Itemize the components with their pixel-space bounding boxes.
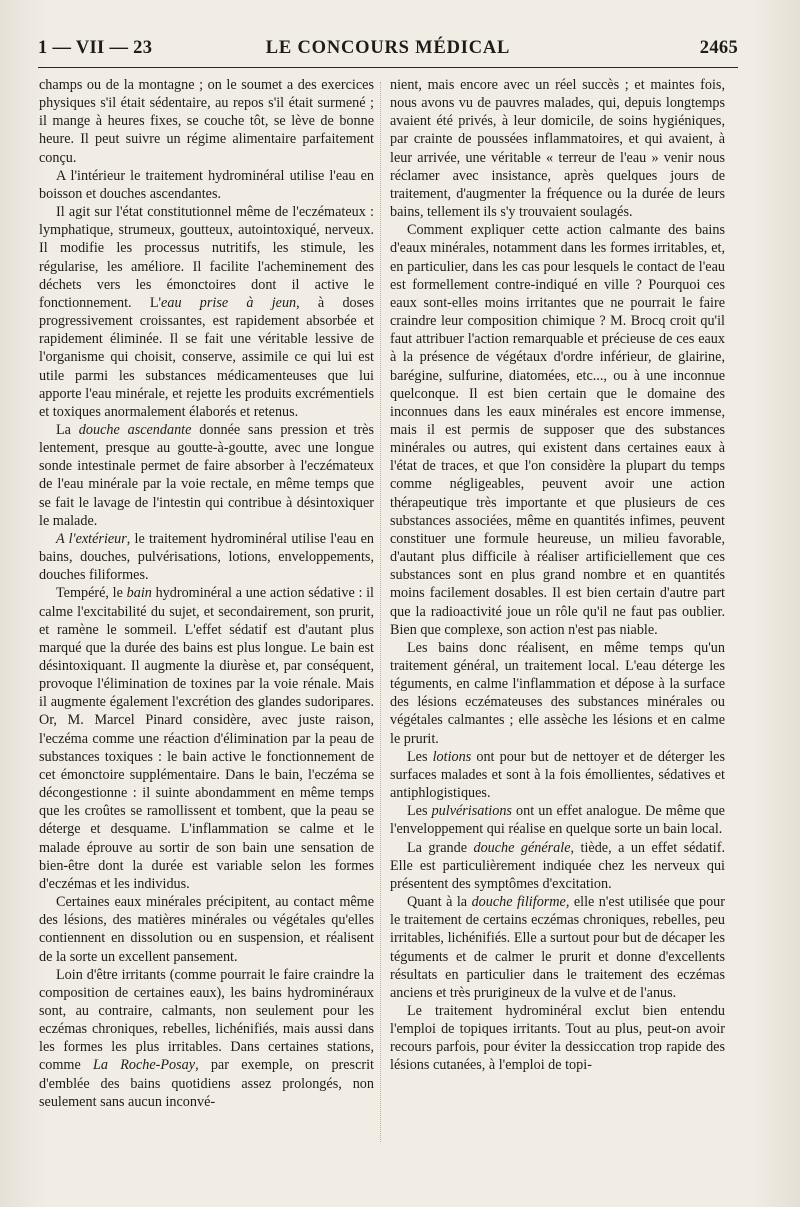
text-run: A l'intérieur le traitement hydrominéral utilise l'eau en boisson et douches ascendantes. xyxy=(39,167,374,202)
italic-term: A l'extérieur xyxy=(56,530,127,547)
text-run: Les bains donc réalisent, en même temps qu'un traitement général, un traitement local. L'eau déterge les téguments, en calme l'inflammation et dépose à la surface des lésions eczémateuses des substances minérales ou végétales calmantes ; elle assèche les lésions et en calme le prurit. xyxy=(390,639,725,747)
italic-term: douche filiforme xyxy=(471,894,566,911)
paragraph xyxy=(390,748,725,802)
text-run: hydrominéral a une action sédative : il calme l'excitabilité du sujet, et secondairement, son prurit, et ramène le sommeil. L'effet sédatif est d'autant plus marqué que la durée des bains est plus longue. Le bain est désintoxiquant. Il augmente la diurèse et, par conséquent, provoque l'élimination de toxines par la voie rénale. Mais il augmente également l'excrétion des glandes sudoripares. Or, M. Marcel Pinard considère, avec juste raison, l'eczéma comme une réaction d'élimination par la peau de substances toxiques : le bain active le fonctionnement de cet émonctoire supplémentaire. Dans le bain, l'eczéma se décongestionne : il suinte abondamment en même temps que les croûtes se ramollissent et tombent, que la peau se déterge et desquame. L'inflammation se calme et le malade éprouve au sortir de son bain une sensation de bien-être dont la durée est variable selon les formes d'eczémas et les individus. xyxy=(39,585,374,892)
paragraph xyxy=(39,966,374,1111)
paragraph xyxy=(39,421,374,530)
text-run: champs ou de la montagne ; on le soumet a des exercices physiques s'il était sédentaire, au repos s'il était surmené ; il mange à heures fixes, se couche tôt, se lève de bonne heure. Il peut suivre un régime alimentaire parfaitement conçu. xyxy=(39,77,374,166)
text-run: Les xyxy=(407,748,433,765)
text-run: donnée sans pression et très lentement, presque au goutte-à-goutte, avec une longue sonde intestinale permet de faire absorber à l'eczémateux de l'eau minérale par la voie rectale, en même temps que se fait le lavage de l'intestin qui contribue à désintoxiquer le malade. xyxy=(39,421,374,529)
text-run: , à doses progressivement croissantes, est rapidement absorbée et rapidement éliminée. Il se fait une véritable lessive de l'organisme qui choisit, conserve, assimile ce qui lui est utile parmi les substances médicamenteuses que lui apporte l'eau minérale, et rejette les produits excrémentiels et toxiques anormalement élaborés et retenus. xyxy=(39,294,374,420)
italic-term: douche générale xyxy=(473,839,571,856)
paragraph xyxy=(39,584,374,893)
text-run: Loin d'être irritants (comme pourrait le faire craindre la composition de certaines eaux), les bains hydrominéraux sont, au contraire, calmants, non seulement pour les eczémas chroniques, rebelles, lichénifiés, mais aussi dans les formes les plus irritables. Dans certaines stations, comme xyxy=(39,966,374,1074)
paragraph xyxy=(390,221,725,639)
paragraph xyxy=(39,893,374,966)
text-run: nient, mais encore avec un réel succès ; et maintes fois, nous avons vu de pauvres malades, qui, depuis longtemps avaient été privés, à leur domicile, de soins hygiéniques, par crainte de poussées inflammatoires, et qui avaient, à leur arrivée, une véritable « terreur de l'eau » venir nous réclamer avec insistance, après quelques jours de traitement, d'augmenter la fréquence ou la durée de leurs bains, tellement ils s'y trouvaient soulagés. xyxy=(390,77,725,221)
paragraph xyxy=(390,1002,725,1075)
text-run: Il agit sur l'état constitutionnel même de l'eczémateux : lymphatique, strumeux, goutteux, autointoxiqué, nerveux. Il modifie les processus nutritifs, les stimule, les régularise, les améliore. Il facilite l'acheminement des déchets vers les émonctoires dont il active le fonctionnement. L' xyxy=(39,204,374,311)
paragraph xyxy=(390,893,725,1002)
paragraph xyxy=(39,203,374,421)
italic-term: pulvérisations xyxy=(431,803,512,820)
text-run: ont pour but de nettoyer et de déterger les surfaces malades et sont à la fois émollientes, sédatives et antiphlogistiques. xyxy=(390,748,725,802)
italic-term: La Roche-Posay xyxy=(93,1057,196,1074)
paragraph xyxy=(39,530,374,584)
text-run: Comment expliquer cette action calmante des bains d'eaux minérales, notamment dans les formes irritables, et, en particulier, dans les cas pour lesquels le contact de l'eau est formellement contre-indiqué en ville ? Pourquoi ces eaux sont-elles moins irritantes que ne pourrait le faire craindre leur composition chimique ? M. Brocq croit qu'il faut attribuer l'action remarquable et précieuse de ces eaux à la présence de végétaux d'ordre inférieur, de glairine, barégine, sulfurine, diatomées, etc..., ou à une inconnue quelconque. Il est bien certain que le domaine des inconnues dans les eaux minérales est encore immense, mais il est permis de supposer que des substances minérales ou autres, qui existent dans certaines eaux à l'état de traces, et que l'on considère la plupart du temps comme négligeables, peuvent avoir une action thérapeutique très importante et que plusieurs de ces substances associées, même en quantités infimes, peuvent constituer une formule heureuse, un milieu favorable, d'autant plus difficile à réaliser artificiellement que ces substances sont en plus grand nombre et en quantités moins facilement dosables. Il est bien certain d'autre part que la radioactivité joue un rôle qu'il ne faut pas oublier. Bien que complexe, son action n'est pas niable. xyxy=(390,222,725,638)
left-column xyxy=(39,76,374,1111)
column-divider xyxy=(380,82,381,1142)
text-run: Les xyxy=(407,803,432,820)
header-rule xyxy=(38,67,738,68)
italic-term: douche ascendante xyxy=(78,421,192,438)
text-run: , tiède, a un effet sédatif. Elle est particulièrement indiquée chez les nerveux qui présentent des symptômes d'excitation. xyxy=(390,839,726,892)
text-run: Quant à la xyxy=(407,894,472,911)
italic-term: eau prise à jeun xyxy=(161,294,297,311)
paragraph xyxy=(390,639,725,748)
paragraph xyxy=(39,167,374,203)
italic-term: bain xyxy=(126,585,152,602)
page-header xyxy=(38,38,738,68)
paragraph xyxy=(390,802,725,838)
page-number: 2465 xyxy=(699,38,738,58)
text-run: ont un effet analogue. De même que l'enveloppement qui réalise en quelque sorte un bain local. xyxy=(390,803,725,838)
journal-title: LE CONCOURS MÉDICAL xyxy=(265,38,511,58)
text-run: La xyxy=(56,421,79,438)
text-run: , elle n'est utilisée que pour le traitement de certains eczémas chroniques, rebelles, peu irritables, lichénifiés. Elle a surtout pour but de décaper les téguments et de calmer le prurit et donne d'excellents résultats en particulier dans le traitement des eczémas anciens et très prurigineux de la vulve et de l'anus. xyxy=(390,894,726,1001)
text-run: Tempéré, le xyxy=(56,585,127,602)
text-run: Certaines eaux minérales précipitent, au contact même des lésions, des matières minérales ou végétales qu'elles contiennent en dissolution ou en suspension, et réalisent de la sorte un excellent pansement. xyxy=(39,894,374,965)
italic-term: lotions xyxy=(432,748,472,765)
right-column xyxy=(390,76,725,1075)
issue-date: 1 — VII — 23 xyxy=(38,38,153,58)
paragraph xyxy=(39,76,374,167)
text-run: Le traitement hydrominéral exclut bien entendu l'emploi de topiques irritants. Tout au plus, peut-on avoir recours parfois, pour éviter la dessiccation trop rapide des lésions cutanées, à l'emploi de topi- xyxy=(390,1002,725,1074)
text-run: La grande xyxy=(407,839,474,856)
paragraph xyxy=(390,839,725,893)
text-run: , le traitement hydrominéral utilise l'eau en bains, douches, pulvérisations, lotions, enveloppements, douches filiformes. xyxy=(39,530,374,584)
text-run: , par exemple, on prescrit d'emblée des bains quotidiens assez prolongés, non seulement sans aucun inconvé- xyxy=(39,1057,374,1110)
paragraph xyxy=(390,76,725,221)
